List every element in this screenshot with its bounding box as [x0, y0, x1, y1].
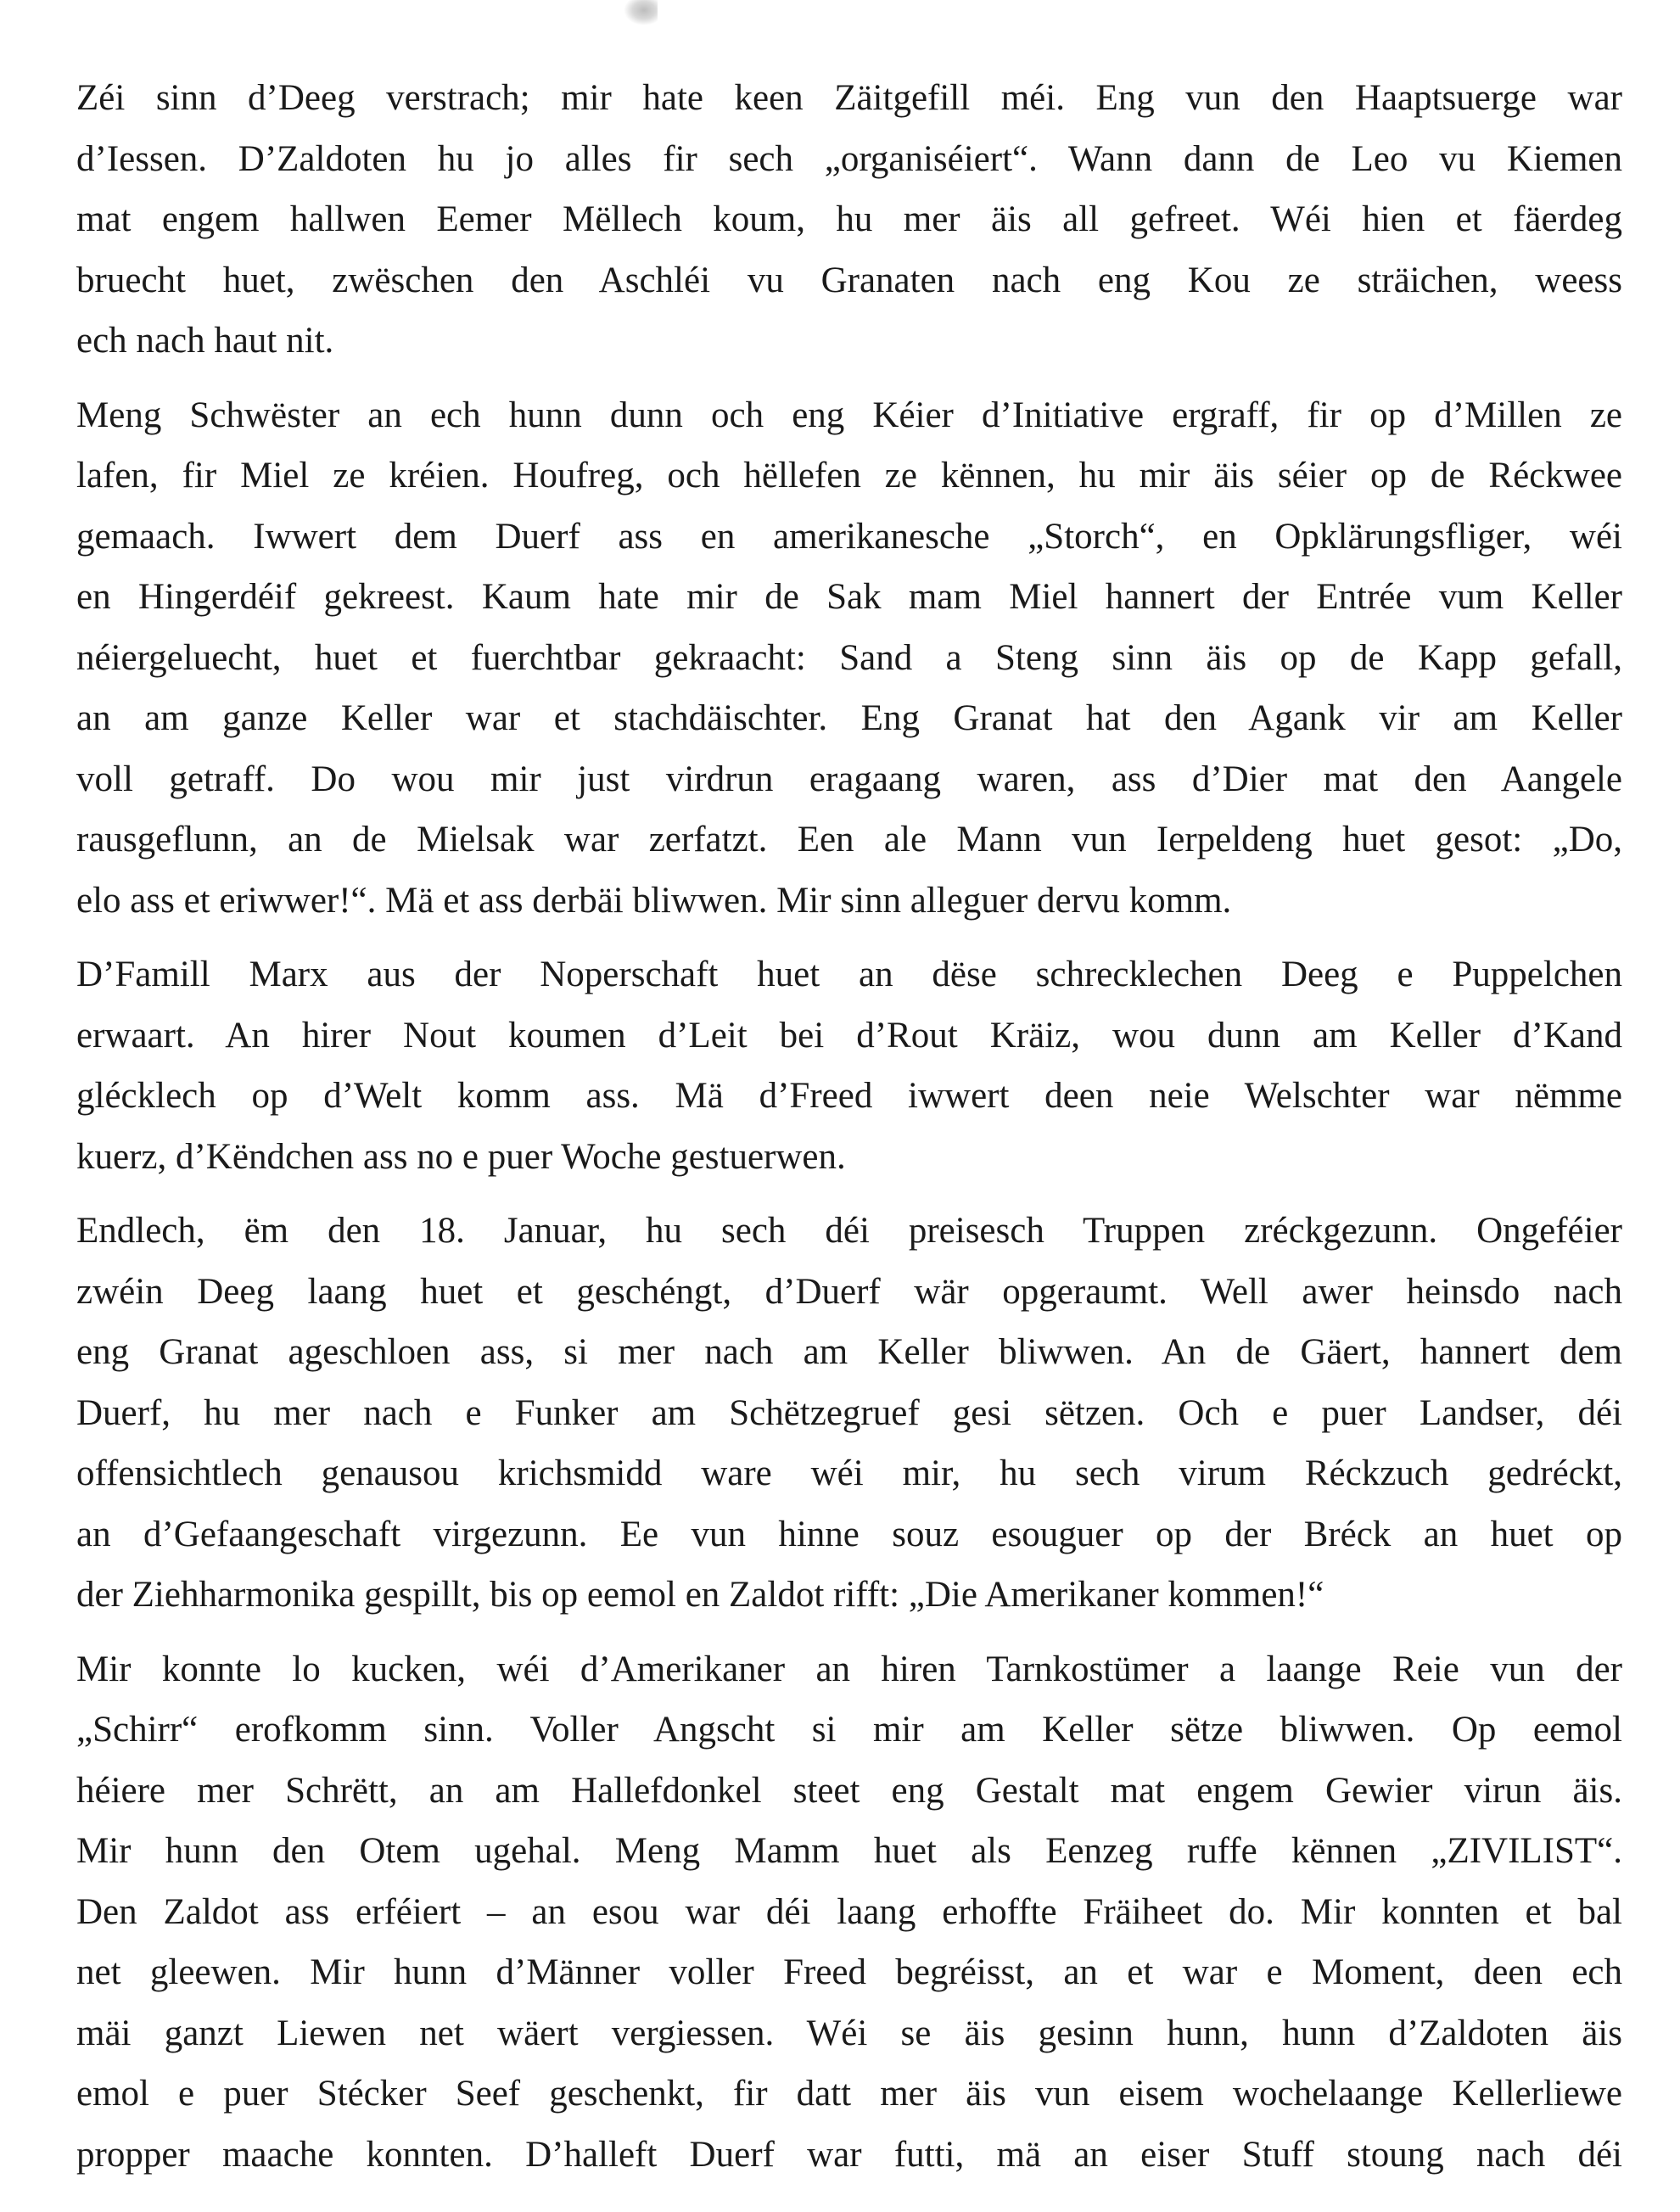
text-line: d’Iessen. D’Zaldoten hu jo alles fir sech „organiséiert“. Wann dann de Leo vu Kiemen: [76, 138, 1622, 179]
text-line: lafen, fir Miel ze kréien. Houfreg, och hëllefen ze kënnen, hu mir äis séier op de Réckwee: [76, 456, 1622, 496]
text-line: en Hingerdéif gekreest. Kaum hate mir de Sak mam Miel hannert der Entrée vum Keller: [76, 577, 1622, 617]
text-line: an d’Gefaangeschaft virgezunn. Ee vun hinne souz esouguer op der Bréck an huet op: [76, 1514, 1622, 1554]
text-line: Duerf, hu mer nach e Funker am Schëtzegruef gesi sëtzen. Och e puer Landser, déi: [76, 1392, 1622, 1433]
text-line: Mir hunn den Otem ugehal. Meng Mamm huet als Eenzeg ruffe kënnen „ZIVILIST“.: [76, 1831, 1622, 1871]
text-line: Endlech, ëm den 18. Januar, hu sech déi preisesch Truppen zréckgezunn. Ongeféier: [76, 1211, 1622, 1251]
text-line: rausgeflunn, an de Mielsak war zerfatzt. Een ale Mann vun Ierpeldeng huet gesot: „Do,: [76, 820, 1622, 860]
text-line: mäi ganzt Liewen net wäert vergiessen. Wéi se äis gesinn hunn, hunn d’Zaldoten äis: [76, 2013, 1622, 2053]
text-line: Zéi sinn d’Deeg verstrach; mir hate keen Zäitgefill méi. Eng vun den Haaptsuerge war: [76, 78, 1622, 118]
text-line: Meng Schwëster an ech hunn dunn och eng Kéier d’Initiative ergraff, fir op d’Millen ze: [76, 395, 1622, 435]
text-line: net gleewen. Mir hunn d’Männer voller Freed begréisst, an et war e Moment, deen ech: [76, 1952, 1622, 1992]
text-line: der Ziehharmonika gespillt, bis op eemol en Zaldot rifft: „Die Amerikaner kommen!“: [76, 1575, 1324, 1615]
paragraph: [76, 385, 1622, 932]
text-line: héiere mer Schrëtt, an am Hallefdonkel steet eng Gestalt mat engem Gewier virun äis.: [76, 1770, 1622, 1811]
text-line: D’Famill Marx aus der Noperschaft huet an dëse schrecklechen Deeg e Puppelchen: [76, 955, 1622, 994]
text-line: Den Zaldot ass erféiert – an esou war déi laang erhoffte Fräiheet do. Mir konnten et bal: [76, 1891, 1622, 1932]
text-line: mat engem hallwen Eemer Mëllech koum, hu mer äis all gefreet. Wéi hien et fäerdeg: [76, 199, 1622, 239]
paragraph: [76, 1639, 1622, 2186]
text-line: glécklech op d’Welt komm ass. Mä d’Freed iwwert deen neie Welschter war nëmme: [76, 1076, 1622, 1116]
paragraph: [76, 1201, 1622, 1626]
text-line: gemaach. Iwwert dem Duerf ass en amerikanesche „Storch“, en Opklärungsfliger, wéi: [76, 516, 1622, 557]
document-page: [76, 68, 1622, 2198]
text-line: Mir konnte lo kucken, wéi d’Amerikaner an hiren Tarnkostümer a laange Reie vun der: [76, 1649, 1622, 1689]
text-line: zwéin Deeg laang huet et geschéngt, d’Duerf wär opgeraumt. Well awer heinsdo nach: [76, 1271, 1622, 1312]
text-line: emol e puer Stécker Seef geschenkt, fir datt mer äis vun eisem wochelaange Kellerliewe: [76, 2074, 1622, 2114]
text-line: elo ass et eriwwer!“. Mä et ass derbäi bliwwen. Mir sinn alleguer dervu komm.: [76, 880, 1232, 921]
text-line: kuerz, d’Këndchen ass no e puer Woche gestuerwen.: [76, 1136, 846, 1177]
paragraph: [76, 944, 1622, 1187]
text-line: bruecht huet, zwëschen den Aschléi vu Granaten nach eng Kou ze sträichen, weess: [76, 260, 1622, 300]
scan-smudge: [624, 0, 658, 25]
text-line: voll getraff. Do wou mir just virdrun eragaang waren, ass d’Dier mat den Aangele: [76, 759, 1622, 799]
text-line: an am ganze Keller war et stachdäischter. Eng Granat hat den Agank vir am Keller: [76, 698, 1622, 738]
text-line: eng Granat ageschloen ass, si mer nach am Keller bliwwen. An de Gäert, hannert dem: [76, 1332, 1622, 1372]
text-line: néiergeluecht, huet et fuerchtbar gekraacht: Sand a Steng sinn äis op de Kapp gefall,: [76, 637, 1622, 678]
text-line: erwaart. An hirer Nout koumen d’Leit bei d’Rout Kräiz, wou dunn am Keller d’Kand: [76, 1015, 1622, 1056]
text-line: offensichtlech genausou krichsmidd ware wéi mir, hu sech virum Réckzuch gedréckt,: [76, 1453, 1622, 1493]
text-line: ech nach haut nit.: [76, 321, 334, 361]
text-line: „Schirr“ erofkomm sinn. Voller Angscht si mir am Keller sëtze bliwwen. Op eemol: [76, 1710, 1622, 1750]
paragraph: [76, 68, 1622, 372]
text-line: propper maache konnten. D’halleft Duerf war futti, mä an eiser Stuff stoung nach déi: [76, 2134, 1622, 2175]
